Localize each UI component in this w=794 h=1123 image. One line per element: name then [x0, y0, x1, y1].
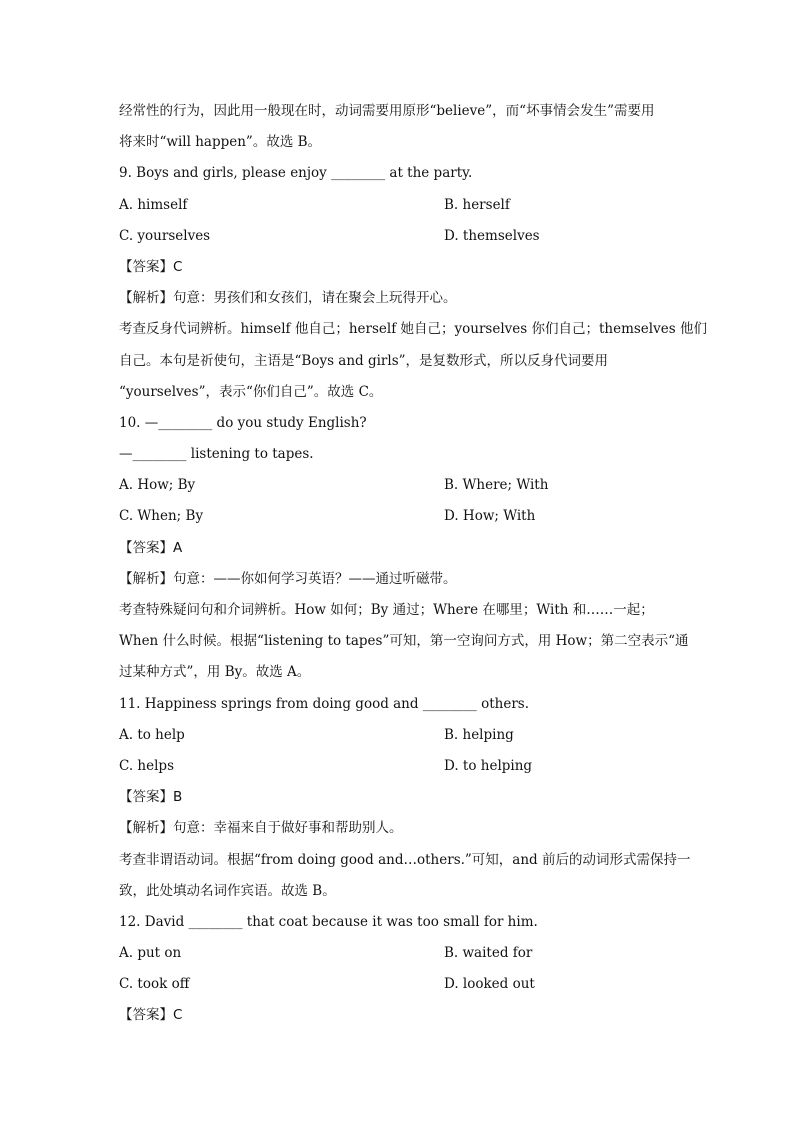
question-12: 12. David ________ that coat because it was too small for him.	[119, 913, 538, 930]
option-a: A. put on	[119, 945, 182, 962]
analysis-9: 自己。本句是祈使句，主语是“Boys and girls”，是复数形式，所以反身代词要用	[119, 352, 609, 369]
analysis-10: 考查特殊疑问句和介词辨析。How 如何；By 通过；Where 在哪里；With 和……一起；	[119, 602, 654, 618]
option-d: D. How; With	[444, 508, 536, 525]
options-row	[119, 501, 679, 532]
analysis-11: 【解析】句意：幸福来自于做好事和帮助别人。	[119, 820, 403, 837]
option-a: A. How; By	[119, 477, 196, 494]
analysis-10: When 什么时候。根据“listening to tapes”可知，第一空询问方式，用 How；第二空表示“通	[119, 633, 689, 650]
analysis-10: 过某种方式”，用 By。故选 A。	[119, 664, 311, 681]
analysis-11: 致，此处填动名词作宾语。故选 B。	[119, 882, 336, 899]
question-9: 9. Boys and girls, please enjoy ________ at the party.	[119, 165, 473, 182]
options-row	[119, 470, 679, 501]
option-b: B. Where; With	[444, 477, 549, 494]
answer-10: 【答案】A	[119, 539, 183, 556]
question-10-second-line: —________ listening to tapes.	[119, 446, 314, 463]
document-page	[119, 96, 707, 1032]
analysis-9: 考查反身代词辨析。himself 他自己；herself 她自己；yourselves 你们自己；themselves 他们	[119, 321, 707, 338]
options-row	[119, 969, 679, 1000]
answer-9: 【答案】C	[119, 258, 183, 275]
explanation-line: 经常性的行为，因此用一般现在时，动词需要用原形“believe”，而“坏事情会发生”需要用	[119, 103, 655, 119]
analysis-11: 考查非谓语动词。根据“from doing good and…others.”可知，and 前后的动词形式需保持一	[119, 851, 691, 868]
question-11: 11. Happiness springs from doing good and ________ others.	[119, 695, 530, 712]
options-row	[119, 190, 679, 221]
option-c: C. yourselves	[119, 227, 211, 244]
option-b: B. herself	[444, 196, 510, 213]
options-row	[119, 720, 679, 751]
answer-11: 【答案】B	[119, 789, 183, 806]
option-d: D. to helping	[444, 757, 533, 774]
option-c: C. When; By	[119, 508, 204, 525]
option-c: C. took off	[119, 976, 190, 993]
explanation-line: 将来时“will happen”。故选 B。	[119, 134, 322, 151]
options-row	[119, 751, 679, 782]
option-d: D. themselves	[444, 227, 540, 244]
analysis-9: 【解析】句意：男孩们和女孩们，请在聚会上玩得开心。	[119, 290, 457, 307]
option-a: A. himself	[119, 196, 188, 213]
options-row	[119, 221, 679, 252]
option-a: A. to help	[119, 726, 185, 743]
option-b: B. waited for	[444, 945, 533, 962]
options-row	[119, 938, 679, 969]
option-c: C. helps	[119, 757, 175, 774]
option-b: B. helping	[444, 726, 514, 743]
question-10: 10. —________ do you study English?	[119, 414, 367, 431]
option-d: D. looked out	[444, 976, 535, 993]
analysis-9: “yourselves”，表示“你们自己”。故选 C。	[119, 383, 383, 400]
analysis-10: 【解析】句意：——你如何学习英语？——通过听磁带。	[119, 570, 457, 587]
answer-12: 【答案】C	[119, 1007, 183, 1024]
